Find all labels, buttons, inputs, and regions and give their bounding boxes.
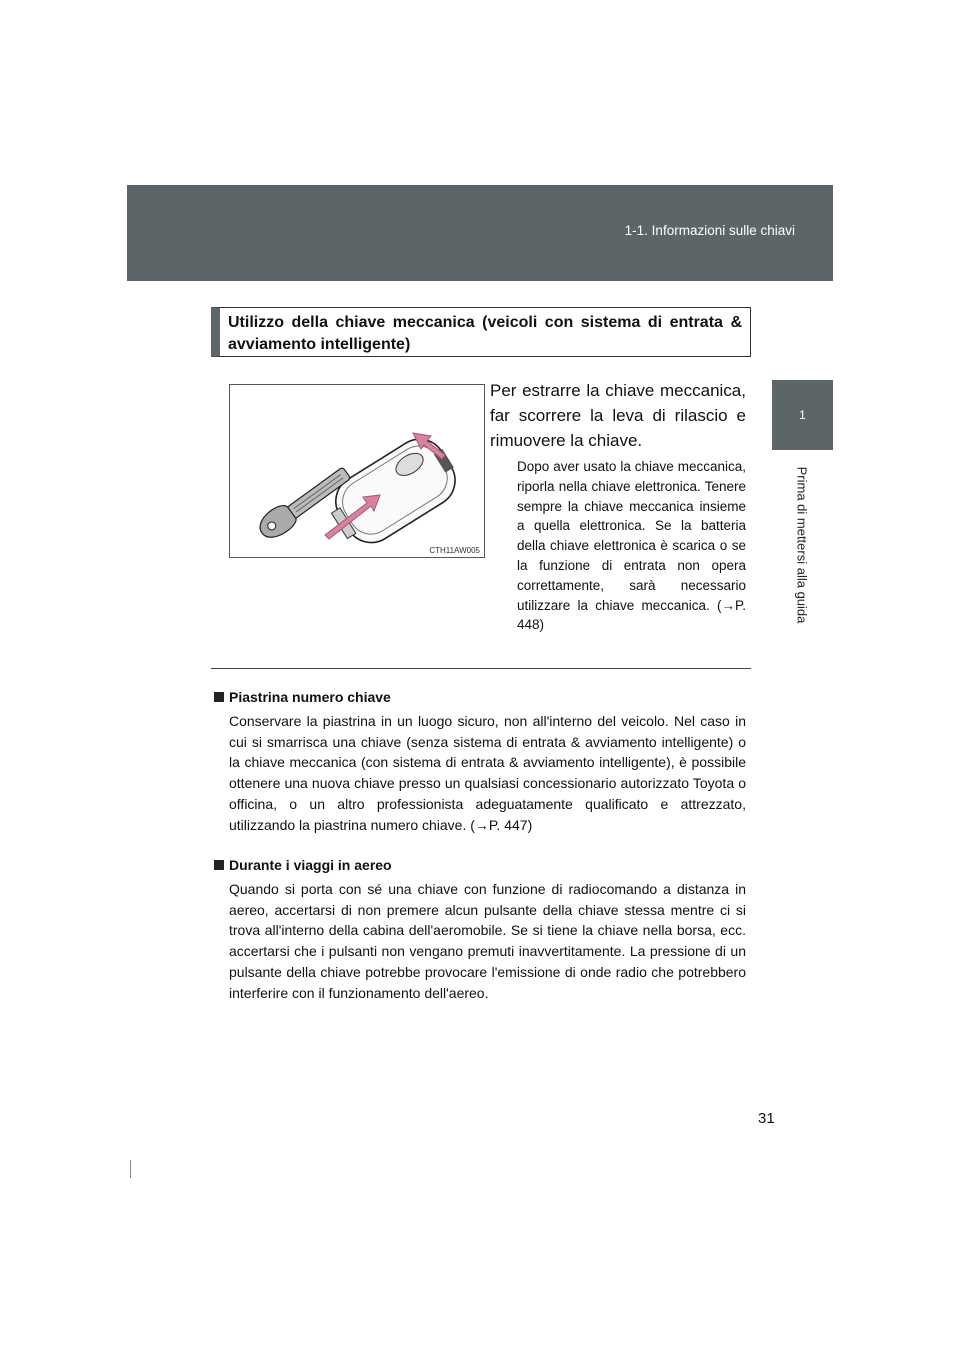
info-block-body: Quando si porta con sé una chiave con funzione di radiocomando a distanza in aereo, accertarsi di non premere alcun pulsante della chiave stessa mentre ci si trova all'interno della cabina dell'aeromobile. Se si tiene la chiave nella borsa, ecc. accertarsi che i pulsanti non vengano premuti inavvertitamente. La pressione di un pulsante della chiave potrebbe provocare l'emissione di onde radio che potrebbero interferire con il funzionamento dell'aereo. bbox=[229, 881, 746, 1001]
info-block-title-text: Piastrina numero chiave bbox=[229, 689, 391, 705]
margin-mark bbox=[130, 1160, 131, 1178]
key-illustration bbox=[229, 384, 485, 558]
info-block-key-plate bbox=[211, 689, 746, 835]
section-divider bbox=[211, 668, 751, 669]
page-number: 31 bbox=[758, 1110, 775, 1127]
chapter-tab-label: Prima di mettersi alla guida bbox=[794, 466, 810, 624]
page-header bbox=[127, 185, 833, 281]
square-bullet-icon bbox=[214, 860, 224, 870]
info-block-title-text: Durante i viaggi in aereo bbox=[229, 857, 392, 873]
note-text: Dopo aver usato la chiave meccanica, riporla nella chiave elettronica. Tenere sempre la chiave meccanica insieme a quella elettronica. Se la batteria della chiave elettronica è scarica o se la funzione di entrata non opera correttamente, sarà necessario utilizzare la chiave meccanica. (→P. 448) bbox=[517, 459, 746, 633]
info-block-title bbox=[211, 857, 746, 873]
chapter-tab bbox=[772, 450, 833, 640]
intro-text: Per estrarre la chiave meccanica, far scorrere la leva di rilascio e rimuovere la chiave. bbox=[490, 381, 746, 450]
figure-code: CTH11AW005 bbox=[429, 546, 480, 555]
section-heading: Utilizzo della chiave meccanica (veicoli con sistema di entrata & avviamento intelligente) bbox=[211, 307, 751, 357]
info-block-body: Conservare la piastrina in un luogo sicuro, non all'interno del veicolo. Nel caso in cui si smarrisca una chiave (senza sistema di entrata & avviamento intelligente) o la chiave meccanica (con sistema di entrata & avviamento intelligente), è possibile ottenere una nuova chiave presso un qualsiasi concessionario autorizzato Toyota o officina, o un altro professionista adeguatamente qualificato e attrezzato, utilizzando la piastrina numero chiave. (→P. 447) bbox=[229, 713, 746, 833]
info-block-title bbox=[211, 689, 746, 705]
info-block-air-travel bbox=[211, 857, 746, 1003]
square-bullet-icon bbox=[214, 692, 224, 702]
header-title: 1-1. Informazioni sulle chiavi bbox=[624, 223, 795, 238]
chapter-tab-number: 1 bbox=[772, 380, 833, 450]
electronic-key-icon bbox=[230, 385, 484, 557]
